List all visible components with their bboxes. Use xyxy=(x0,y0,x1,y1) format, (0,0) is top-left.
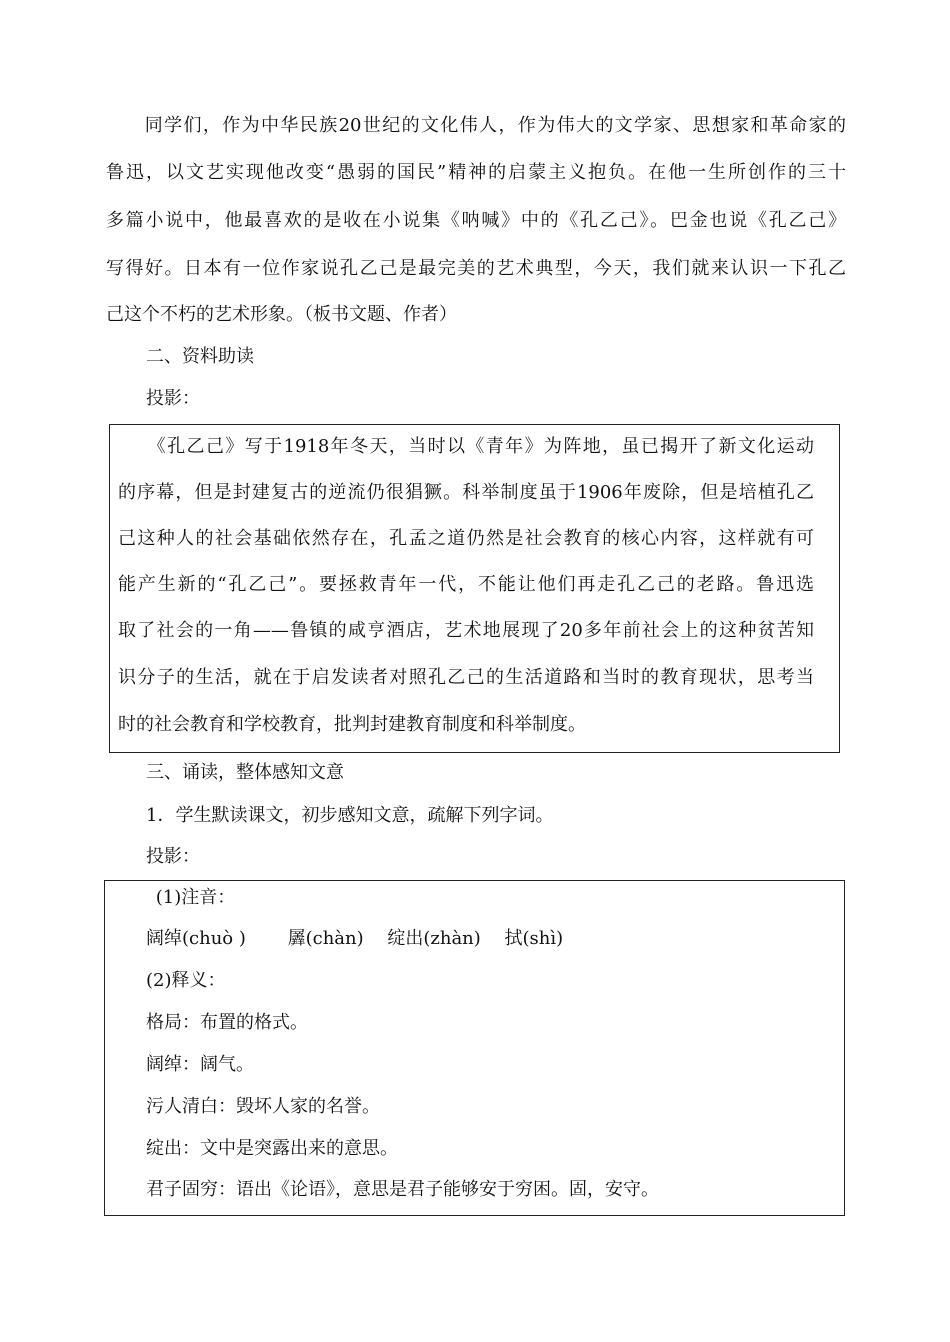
definition-item: 格局：布置的格式。 xyxy=(146,1012,308,1033)
definition-item: 污人清白：毁坏人家的名誉。 xyxy=(146,1096,380,1117)
materials-line: 能产生新的“孔乙己”。要拯救青年一代，不能让他们再走孔乙己的老路。鲁迅选 xyxy=(118,574,814,595)
pronunciation-line: 阔绰(chuò ) 羼(chàn) 绽出(zhàn) 拭(shì) xyxy=(146,928,564,949)
materials-line: 《孔乙己》写于1918年冬天，当时以《青年》为阵地，虽已揭开了新文化运动 xyxy=(118,436,814,457)
definition-item: 绽出：文中是突露出来的意思。 xyxy=(146,1138,398,1159)
definition-item: 阔绰：阔气。 xyxy=(146,1054,254,1075)
materials-line: 己这种人的社会基础依然存在，孔孟之道仍然是社会教育的核心内容，这样就有可 xyxy=(118,528,814,549)
materials-line: 时的社会教育和学校教育，批判封建教育制度和科举制度。 xyxy=(118,714,586,735)
projection-label: 投影： xyxy=(146,388,200,409)
materials-line: 识分子的生活，就在于启发读者对照孔乙己的生活道路和当时的教育现状，思考当 xyxy=(118,667,814,688)
section-heading-materials: 二、资料助读 xyxy=(146,346,254,367)
materials-line: 取了社会的一角——鲁镇的咸亨酒店，艺术地展现了20多年前社会上的这种贫苦知 xyxy=(118,620,814,641)
intro-line: 多篇小说中，他最喜欢的是收在小说集《呐喊》中的《孔乙己》。巴金也说《孔乙己》 xyxy=(106,210,846,231)
intro-line: 己这个不朽的艺术形象。（板书文题、作者） xyxy=(106,304,457,325)
definition-heading: (2)释义： xyxy=(146,970,226,991)
intro-line: 同学们，作为中华民族20世纪的文化伟人，作为伟大的文学家、思想家和革命家的 xyxy=(106,115,846,136)
materials-line: 的序幕，但是封建复古的逆流仍很猖獗。科举制度虽于1906年废除，但是培植孔乙 xyxy=(118,482,814,503)
pronunciation-heading: (1)注音： xyxy=(150,887,236,908)
projection-label: 投影： xyxy=(146,846,200,867)
intro-line: 写得好。日本有一位作家说孔乙己是最完美的艺术典型，今天，我们就来认识一下孔乙 xyxy=(106,258,846,279)
intro-line: 鲁迅，以文艺实现他改变“愚弱的国民”精神的启蒙主义抱负。在他一生所创作的三十 xyxy=(106,162,846,183)
definition-item: 君子固穷：语出《论语》，意思是君子能够安于穷困。固，安守。 xyxy=(146,1179,659,1200)
task-text: 1．学生默读课文，初步感知文意，疏解下列字词。 xyxy=(146,805,554,826)
section-heading-reading: 三、诵读，整体感知文意 xyxy=(146,762,344,783)
